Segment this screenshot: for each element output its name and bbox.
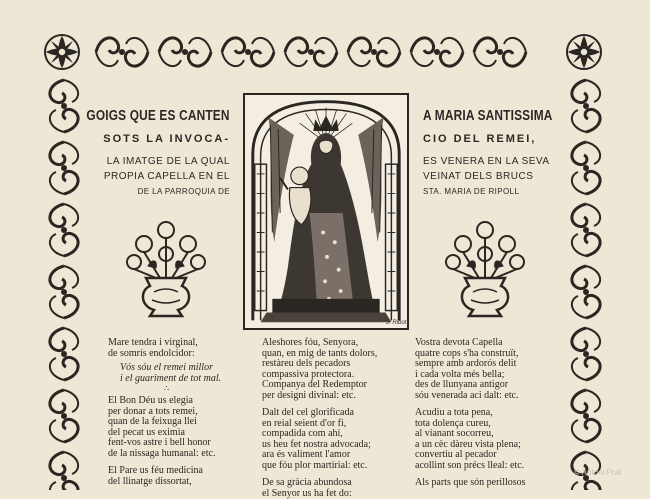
verse-line: Als parts que són perillosos [415, 478, 526, 489]
verse-line: per donar a tots remei, [108, 407, 221, 418]
verse-line: i cada volta més bella; [415, 370, 526, 381]
verse-line: convertiu al pecador [415, 450, 526, 461]
ornamental-border-left [40, 76, 88, 490]
heading-left-line-5: DE LA PARROQUIA DE [138, 187, 230, 196]
verse-line: de somrís endolcidor: [108, 349, 221, 360]
heading-left-line-1: GOIGS QUE ES CANTEN [87, 108, 230, 124]
verse-line: De sa gràcia abundosa [262, 478, 377, 489]
verse-line: Mare tendra i virginal, [108, 338, 221, 349]
verse-line: en reial seient d'or fi, [262, 419, 377, 430]
photo-credit: © Antoni Prat [574, 468, 621, 477]
verse-line: el Senyor us ha fet do: [262, 489, 377, 499]
flower-vase-left-icon [122, 216, 210, 320]
verse-line: El Bon Déu us elegia [108, 396, 221, 407]
verse-line: sóu venerada aci dalt: etc. [415, 391, 526, 402]
refrain-line: Vós sóu el remei millor [108, 363, 221, 374]
verse-line: ara és valiment l'amor [262, 450, 377, 461]
verse-line: que fóu plor martirial: etc. [262, 461, 377, 472]
verse-line: del pecat us eximia [108, 428, 221, 439]
verse-column-2 [262, 338, 377, 499]
flower-vase-right-icon [441, 216, 529, 320]
verse-line: de la nissaga humanal: etc. [108, 449, 221, 460]
verse-line: restàreu dels pecadors [262, 359, 377, 370]
verse-line: quan, en mig de tants dolors, [262, 349, 377, 360]
virgin-and-child-engraving [243, 93, 409, 330]
verse-line: El Pare us féu medicina [108, 466, 221, 477]
heading-right-line-3: ES VENERA EN LA SEVA [423, 156, 550, 167]
verse-line: Companya del Redemptor [262, 380, 377, 391]
engraver-signature: J. Ribot [386, 320, 406, 326]
verse-line: des de llunyana antigor [415, 380, 526, 391]
heading-right-line-4: VEINAT DELS BRUCS [423, 171, 533, 182]
verse-line: compadida com ahí, [262, 429, 377, 440]
verse-line: compassiva protectora. [262, 370, 377, 381]
heading-right-line-5: STA. MARIA DE RIPOLL [423, 187, 519, 196]
verse-line: Acudiu a tota pena, [415, 408, 526, 419]
refrain-line: i el guariment de tot mal. [108, 374, 221, 385]
verse-line: quatre cops s'ha construït, [415, 349, 526, 360]
heading-right-line-1: A MARIA SANTISSIMA [423, 108, 553, 124]
verse-line: quan de la feixuga llei [108, 417, 221, 428]
verse-line: Aleshores fóu, Senyora, [262, 338, 377, 349]
verse-line: al vianant socorreu, [415, 429, 526, 440]
verse-line: per designi divinal: etc. [262, 391, 377, 402]
ornamental-border-top [40, 30, 608, 74]
ornamental-border-right [562, 76, 610, 490]
asterism-divider: ∴ [108, 384, 221, 396]
verse-column-3 [415, 338, 526, 489]
verse-line: us heu fet nostra advocada; [262, 440, 377, 451]
verse-line: del llinatge dissortat, [108, 477, 221, 488]
heading-right-line-2: CIO DEL REMEI, [423, 133, 536, 145]
verse-line: acollint son précs lleal: etc. [415, 461, 526, 472]
verse-line: tota dolença cureu, [415, 419, 526, 430]
verse-line: sempre amb ardorós delit [415, 359, 526, 370]
verse-column-1 [108, 338, 221, 487]
heading-left-line-4: PROPIA CAPELLA EN EL [104, 171, 230, 182]
heading-left-line-2: SOTS LA INVOCA- [103, 133, 230, 145]
verse-line: Dalt del cel glorificada [262, 408, 377, 419]
verse-line: Vostra devota Capella [415, 338, 526, 349]
verse-line: a un cèc dàreu vista plena; [415, 440, 526, 451]
verse-line: fent-vos astre i bell honor [108, 438, 221, 449]
heading-left-line-3: LA IMATGE DE LA QUAL [107, 156, 230, 167]
